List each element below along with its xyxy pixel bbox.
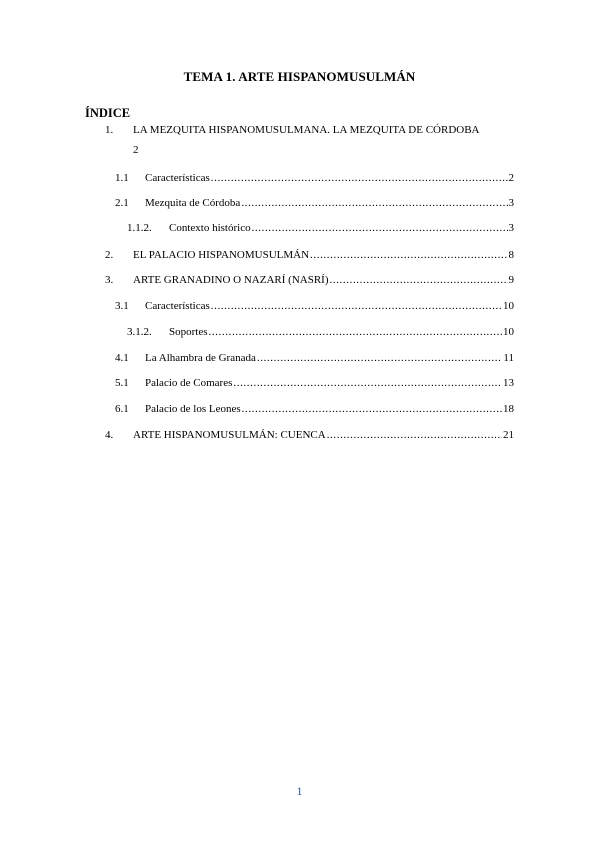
toc-leader-dots xyxy=(233,376,502,390)
toc-entry-page: 21 xyxy=(503,429,514,441)
toc-entry-line xyxy=(145,402,514,416)
toc-entry-line xyxy=(145,376,514,390)
toc-entry-label: ARTE HISPANOMUSULMÁN: CUENCA xyxy=(133,429,326,441)
toc-entry-label: LA MEZQUITA HISPANOMUSULMANA. LA MEZQUITA DE CÓRDOBA xyxy=(133,124,480,136)
toc-entry-page: 10 xyxy=(503,300,514,312)
toc-entry-label: La Alhambra de Granada xyxy=(145,352,256,364)
toc-entry-number: 2. xyxy=(105,249,114,261)
toc-entry-page: 18 xyxy=(503,403,514,415)
toc-entry-number: 4.1 xyxy=(115,352,129,364)
toc-entry-line xyxy=(169,325,514,339)
toc-entry-line xyxy=(145,196,514,210)
toc-entry-page: 13 xyxy=(503,377,514,389)
toc-entry-3[interactable] xyxy=(0,273,599,287)
toc-entry-line xyxy=(169,221,514,235)
toc-entry-number: 1.1.2. xyxy=(127,222,152,234)
toc-entry-line xyxy=(133,248,514,262)
page-number: 1 xyxy=(296,784,303,798)
toc-entry-1-1-2[interactable] xyxy=(0,221,599,235)
toc-leader-dots xyxy=(310,248,507,262)
toc-entry-4[interactable] xyxy=(0,428,599,442)
toc-entry-page: 11 xyxy=(503,352,514,364)
toc-leader-dots xyxy=(330,273,508,287)
toc-entry-label: Contexto histórico xyxy=(169,222,251,234)
toc-entry-number: 3.1 xyxy=(115,300,129,312)
toc-entry-line xyxy=(145,299,514,313)
toc-entry-number: 2.1 xyxy=(115,197,129,209)
toc-entry-label: Palacio de Comares xyxy=(145,377,233,389)
toc-entry-3-1-2[interactable] xyxy=(0,325,599,339)
toc-entry-5-1[interactable] xyxy=(0,376,599,390)
toc-entry-6-1[interactable] xyxy=(0,402,599,416)
toc-entry-page: 2 xyxy=(508,172,514,184)
toc-entry-page: 2 xyxy=(133,144,139,156)
toc-entry-label: Soportes xyxy=(169,326,208,338)
toc-entry-line xyxy=(145,171,514,185)
toc-entry-page: 10 xyxy=(503,326,514,338)
toc-entry-number: 4. xyxy=(105,429,114,441)
toc-entry-label: EL PALACIO HISPANOMUSULMÁN xyxy=(133,249,310,261)
toc-entry-4-1[interactable] xyxy=(0,351,599,365)
toc-heading: ÍNDICE xyxy=(85,106,131,120)
toc-leader-dots xyxy=(209,325,503,339)
toc-entry-label: ARTE GRANADINO O NAZARÍ (NASRÍ) xyxy=(133,274,329,286)
toc-entry-3-1[interactable] xyxy=(0,299,599,313)
toc-entry-1-1[interactable] xyxy=(0,171,599,185)
toc-entry-label: Características xyxy=(145,172,210,184)
toc-entry-2-1[interactable] xyxy=(0,196,599,210)
toc-entry-1[interactable] xyxy=(0,123,599,163)
toc-leader-dots xyxy=(257,351,503,365)
toc-entry-label: Mezquita de Córdoba xyxy=(145,197,241,209)
toc-entry-2[interactable] xyxy=(0,248,599,262)
toc-entry-label: Características xyxy=(145,300,210,312)
toc-entry-page: 3 xyxy=(508,197,514,209)
toc-entry-number: 3.1.2. xyxy=(127,326,152,338)
toc-leader-dots xyxy=(211,299,502,313)
toc-leader-dots xyxy=(211,171,508,185)
toc-entry-label: Palacio de los Leones xyxy=(145,403,241,415)
toc-leader-dots xyxy=(252,221,508,235)
toc-entry-number: 6.1 xyxy=(115,403,129,415)
toc-entry-page: 8 xyxy=(508,249,514,261)
toc-entry-number: 1. xyxy=(105,124,114,136)
toc-leader-dots xyxy=(242,402,502,416)
toc-entry-page: 3 xyxy=(508,222,514,234)
toc-entry-line xyxy=(145,351,514,365)
toc-leader-dots xyxy=(241,196,507,210)
toc-entry-line xyxy=(133,428,514,442)
toc-entry-line xyxy=(133,273,514,287)
toc-entry-number: 3. xyxy=(105,274,114,286)
document-title: TEMA 1. ARTE HISPANOMUSULMÁN xyxy=(183,69,416,84)
toc-leader-dots xyxy=(327,428,502,442)
toc-entry-number: 5.1 xyxy=(115,377,129,389)
toc-entry-page: 9 xyxy=(508,274,514,286)
toc-entry-number: 1.1 xyxy=(115,172,129,184)
